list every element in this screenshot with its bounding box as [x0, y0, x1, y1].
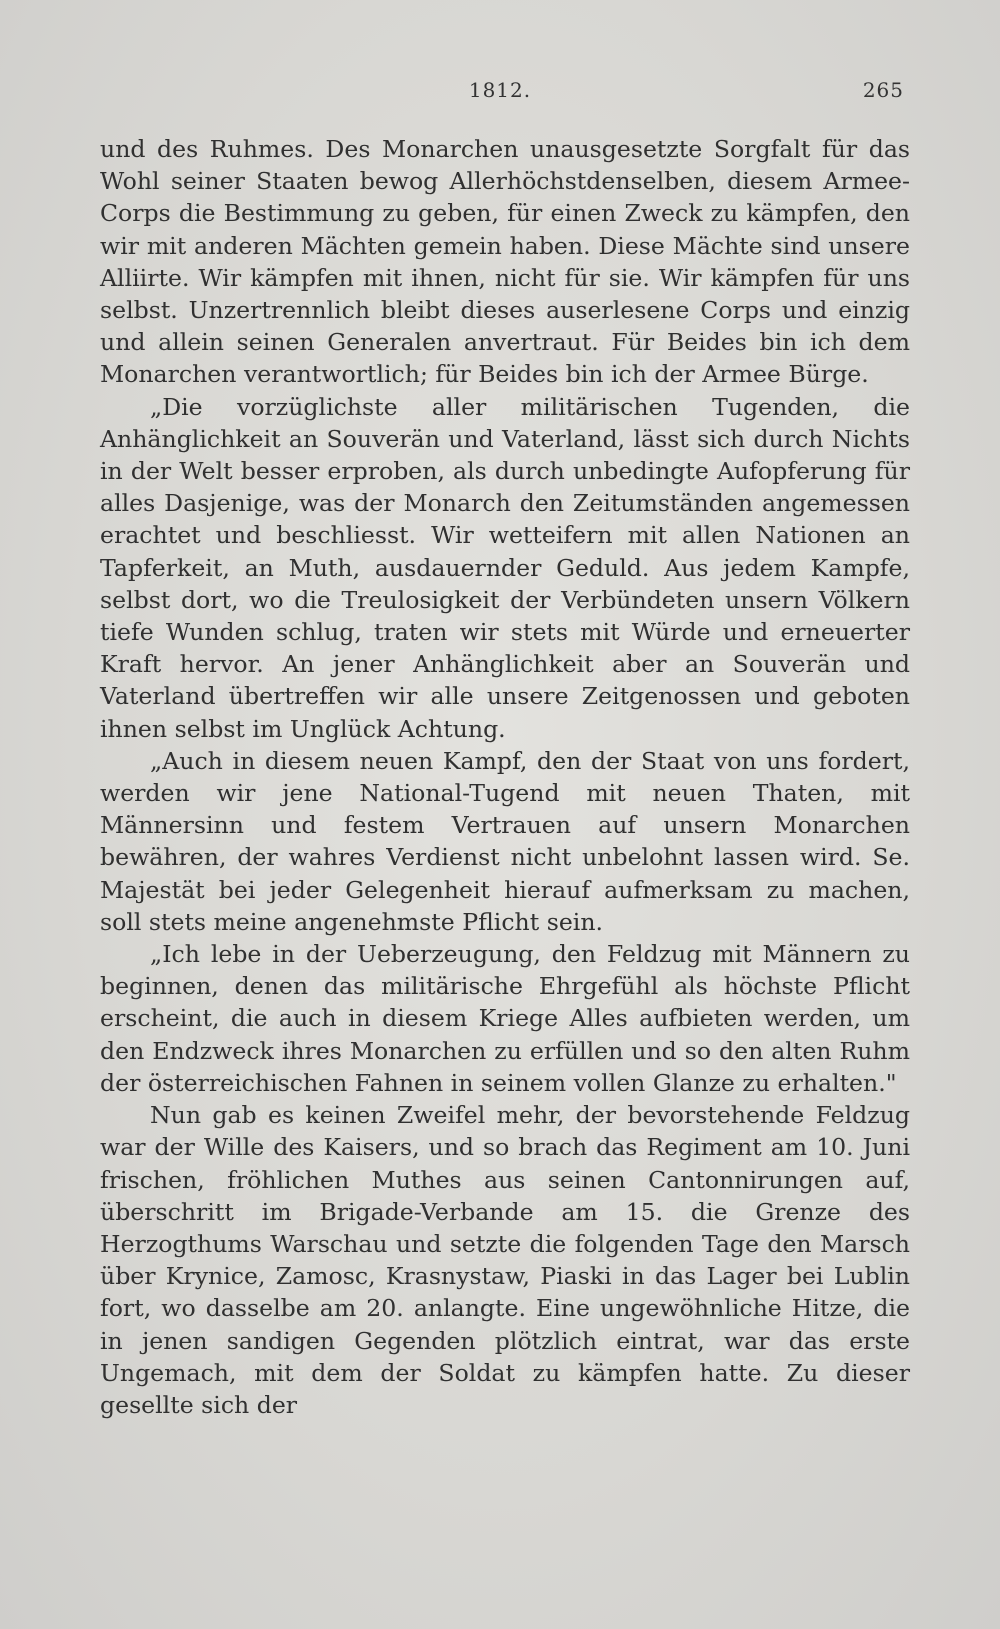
page-number: 265	[862, 78, 904, 102]
paragraph-1: und des Ruhmes. Des Monarchen unausgesetzte Sorgfalt für das Wohl seiner Staaten bewog Allerhöchstdenselben, diesem Armee-Corps die Bestimmung zu geben, für einen Zweck zu kämpfen, den wir mit anderen Mächten gemein haben. Diese Mächte sind unsere Alliirte. Wir kämpfen mit ihnen, nicht für sie. Wir kämpfen für uns selbst. Unzertrennlich bleibt dieses auserlesene Corps und einzig und allein seinen Generalen anvertraut. Für Beides bin ich dem Monarchen verantwortlich; für Beides bin ich der Armee Bürge.	[100, 135, 910, 389]
running-head	[96, 78, 904, 108]
header-year: 1812.	[468, 78, 532, 102]
paragraph-2: „Die vorzüglichste aller militärischen Tugenden, die Anhänglichkeit an Souverän und Vaterland, lässt sich durch Nichts in der Welt besser erproben, als durch unbedingte Aufopferung für alles Dasjenige, was der Monarch den Zeitumständen angemessen erachtet und beschliesst. Wir wetteifern mit allen Nationen an Tapferkeit, an Muth, ausdauernder Geduld. Aus jedem Kampfe, selbst dort, wo die Treulosigkeit der Verbündeten unsern Völkern tiefe Wunden schlug, traten wir stets mit Würde und erneuerter Kraft hervor. An jener Anhänglichkeit aber an Souverän und Vaterland übertreffen wir alle unsere Zeitgenossen und geboten ihnen selbst im Unglück Achtung.	[100, 392, 910, 743]
paragraph-5: Nun gab es keinen Zweifel mehr, der bevorstehende Feldzug war der Wille des Kaisers, und so brach das Regiment am 10. Juni frischen, fröhlichen Muthes aus seinen Cantonnirungen auf, überschritt im Brigade-Verbande am 15. die Grenze des Herzogthums Warschau und setzte die folgenden Tage den Marsch über Krynice, Zamosc, Krasnystaw, Piaski in das Lager bei Lublin fort, wo dasselbe am 20. anlangte. Eine ungewöhnliche Hitze, die in jenen sandigen Gegenden plötzlich eintrat, war das erste Ungemach, mit dem der Soldat zu kämpfen hatte. Zu dieser gesellte sich der	[100, 1101, 910, 1419]
paragraph-4: „Ich lebe in der Ueberzeugung, den Feldzug mit Männern zu beginnen, denen das militärische Ehrgefühl als höchste Pflicht erscheint, die auch in diesem Kriege Alles aufbieten werden, um den Endzweck ihres Monarchen zu erfüllen und so den alten Ruhm der österreichischen Fahnen in seinem vollen Glanze zu erhalten."	[100, 940, 910, 1097]
paragraph-3: „Auch in diesem neuen Kampf, den der Staat von uns fordert, werden wir jene National-Tugend mit neuen Thaten, mit Männersinn und festem Vertrauen auf unsern Monarchen bewähren, der wahres Verdienst nicht unbelohnt lassen wird. Se. Majestät bei jeder Gelegenheit hierauf aufmerksam zu machen, soll stets meine angenehmste Pflicht sein.	[100, 746, 910, 936]
text-body	[100, 133, 910, 1421]
